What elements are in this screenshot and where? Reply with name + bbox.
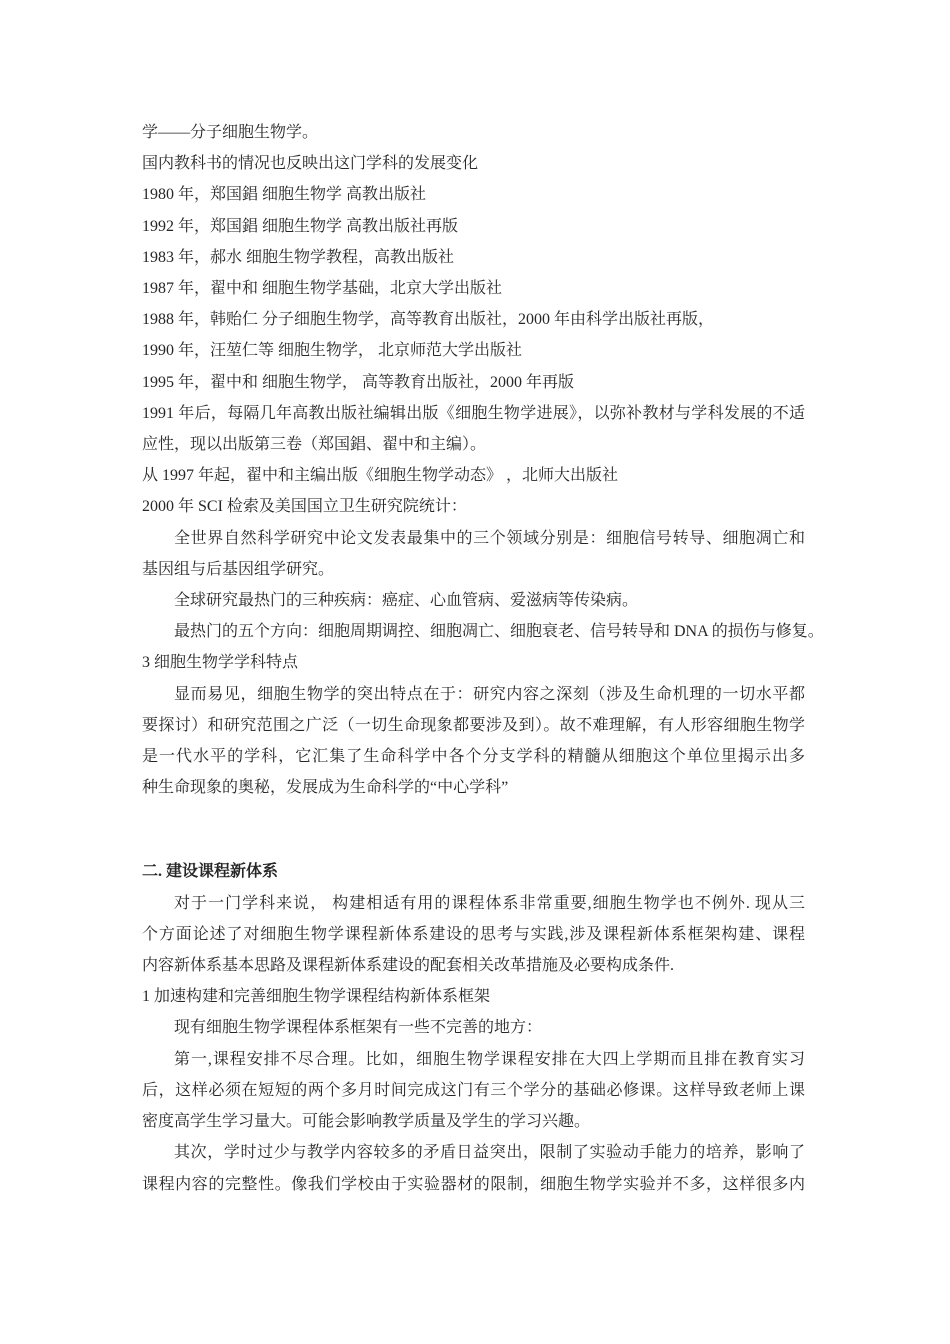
text-line: 全世界自然科学研究中论文发表最集中的三个领域分别是：细胞信号转导、细胞凋亡和 <box>174 529 805 547</box>
text-line: 1990 年，汪堃仁等 细胞生物学， 北京师范大学出版社 <box>142 342 523 360</box>
text-line: 内容新体系基本思路及课程新体系建设的配套相关改革措施及必要构成条件. <box>142 957 675 975</box>
text-line: 要探讨）和研究范围之广泛（一切生命现象都要涉及到）。故不难理解，有人形容细胞生物学 <box>142 716 805 734</box>
text-line: 1 加速构建和完善细胞生物学课程结构新体系框架 <box>142 988 491 1006</box>
text-line: 1983 年，郝水 细胞生物学教程，高教出版社 <box>142 248 455 266</box>
text-line: 2000 年 SCI 检索及美国国立卫生研究院统计： <box>142 498 467 516</box>
text-line: 第一,课程安排不尽合理。比如，细胞生物学课程安排在大四上学期而且排在教育实习 <box>174 1050 805 1068</box>
text-line: 全球研究最热门的三种疾病：癌症、心血管病、爱滋病等传染病。 <box>174 592 639 610</box>
text-line: 1995 年，翟中和 细胞生物学， 高等教育出版社，2000 年再版 <box>142 373 575 391</box>
text-line: 1991 年后，每隔几年高教出版社编辑出版《细胞生物学进展》，以弥补教材与学科发展的不适 <box>142 404 805 422</box>
text-line: 3 细胞生物学学科特点 <box>142 654 299 672</box>
section-heading: 二. 建设课程新体系 <box>142 863 279 881</box>
text-line: 最热门的五个方向：细胞周期调控、细胞凋亡、细胞衰老、信号转导和 DNA 的损伤与修复。 <box>174 623 824 641</box>
text-line: 应性，现以出版第三卷（郑国錩、翟中和主编）。 <box>142 436 487 454</box>
text-line: 个方面论述了对细胞生物学课程新体系建设的思考与实践,涉及课程新体系框架构建、课程 <box>142 925 805 943</box>
text-line: 显而易见，细胞生物学的突出特点在于：研究内容之深刻（涉及生命机理的一切水平都 <box>174 685 805 703</box>
text-line: 1988 年，韩贻仁 分子细胞生物学，高等教育出版社，2000 年由科学出版社再版， <box>142 311 715 329</box>
text-line: 是一代水平的学科，它汇集了生命科学中各个分支学科的精髓从细胞这个单位里揭示出多 <box>142 748 805 766</box>
text-line: 学——分子细胞生物学。 <box>142 124 319 141</box>
text-line: 从 1997 年起，翟中和主编出版《细胞生物学动态》 ，北师大出版社 <box>142 467 619 485</box>
text-line: 1987 年，翟中和 细胞生物学基础，北京大学出版社 <box>142 280 503 298</box>
text-line: 现有细胞生物学课程体系框架有一些不完善的地方： <box>174 1019 543 1037</box>
text-line: 后，这样必须在短短的两个多月时间完成这门有三个学分的基础必修课。这样导致老师上课 <box>142 1081 805 1099</box>
text-line: 种生命现象的奥秘，发展成为生命科学的“中心学科” <box>142 779 509 797</box>
text-line: 课程内容的完整性。像我们学校由于实验器材的限制，细胞生物学实验并不多，这样很多内 <box>142 1175 805 1193</box>
text-line: 1992 年，郑国錩 细胞生物学 高教出版社再版 <box>142 217 459 235</box>
text-line: 其次，学时过少与教学内容较多的矛盾日益突出，限制了实验动手能力的培养，影响了 <box>174 1144 805 1162</box>
text-line: 对于一门学科来说， 构建相适有用的课程体系非常重要,细胞生物学也不例外. 现从三 <box>174 894 805 912</box>
text-line: 密度高学生学习量大。可能会影响教学质量及学生的学习兴趣。 <box>142 1113 591 1131</box>
text-line: 1980 年，郑国錩 细胞生物学 高教出版社 <box>142 186 427 204</box>
text-line: 基因组与后基因组学研究。 <box>142 560 335 578</box>
text-line: 国内教科书的情况也反映出这门学科的发展变化 <box>142 155 479 173</box>
